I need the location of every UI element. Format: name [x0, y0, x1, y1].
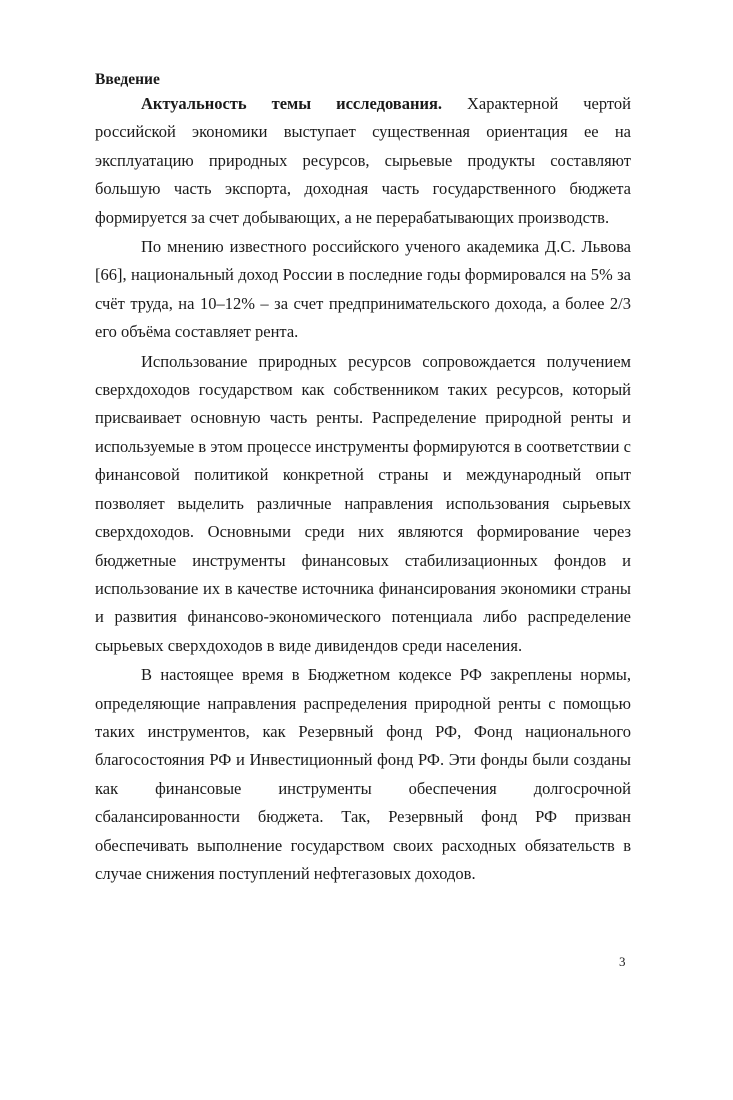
- section-heading: Введение: [95, 71, 160, 88]
- intro-lead: Актуальность темы исследования.: [141, 94, 443, 113]
- page-number: 3: [619, 954, 626, 969]
- intro-text: Характерной чертой российской экономики выступает существенная ориентация ее на эксплуатацию природных ресурсов, сырьевые продукты составляют большую часть экспорта, доходная часть государственного бюджета формируется за счет добывающих, а не перерабатывающих производств.: [95, 94, 631, 227]
- paragraph-lvov-income: По мнению известного российского ученого академика Д.С. Львова [66], национальный доход России в последние годы формировался на 5% за счёт труда, на 10–12% – за счет предпринимательского дохода, а более 2/3 его объёма составляет рента.: [95, 237, 631, 342]
- intro-paragraph: [95, 90, 631, 232]
- paragraph-budget-code: В настоящее время в Бюджетном кодексе РФ закреплены нормы, определяющие направления распределения природной ренты с помощью таких инструментов, как Резервный фонд РФ, Фонд национального благосостояния РФ и Инвестиционный фонд РФ. Эти фонды были созданы как финансовые инструменты обеспечения долгосрочной сбалансированности бюджета. Так, Резервный фонд РФ призван обеспечивать выполнение государством своих расходных обязательств в случае снижения поступлений нефтегазовых доходов.: [95, 665, 631, 883]
- paragraph-resource-rent: Использование природных ресурсов сопровождается получением сверхдоходов государством как собственником таких ресурсов, который присваивает основную часть ренты. Распределение природной ренты и используемые в этом процессе инструменты формируются в соответствии с финансовой политикой конкретной страны и международный опыт позволяет выделить различные направления использования сырьевых сверхдоходов. Основными среди них являются формирование через бюджетные инструменты финансовых стабилизационных фондов и использование их в качестве источника финансирования экономики страны и развития финансово-экономического потенциала либо распределение сырьевых сверхдоходов в виде дивидендов среди населения.: [95, 351, 631, 655]
- document-page: [95, 70, 631, 888]
